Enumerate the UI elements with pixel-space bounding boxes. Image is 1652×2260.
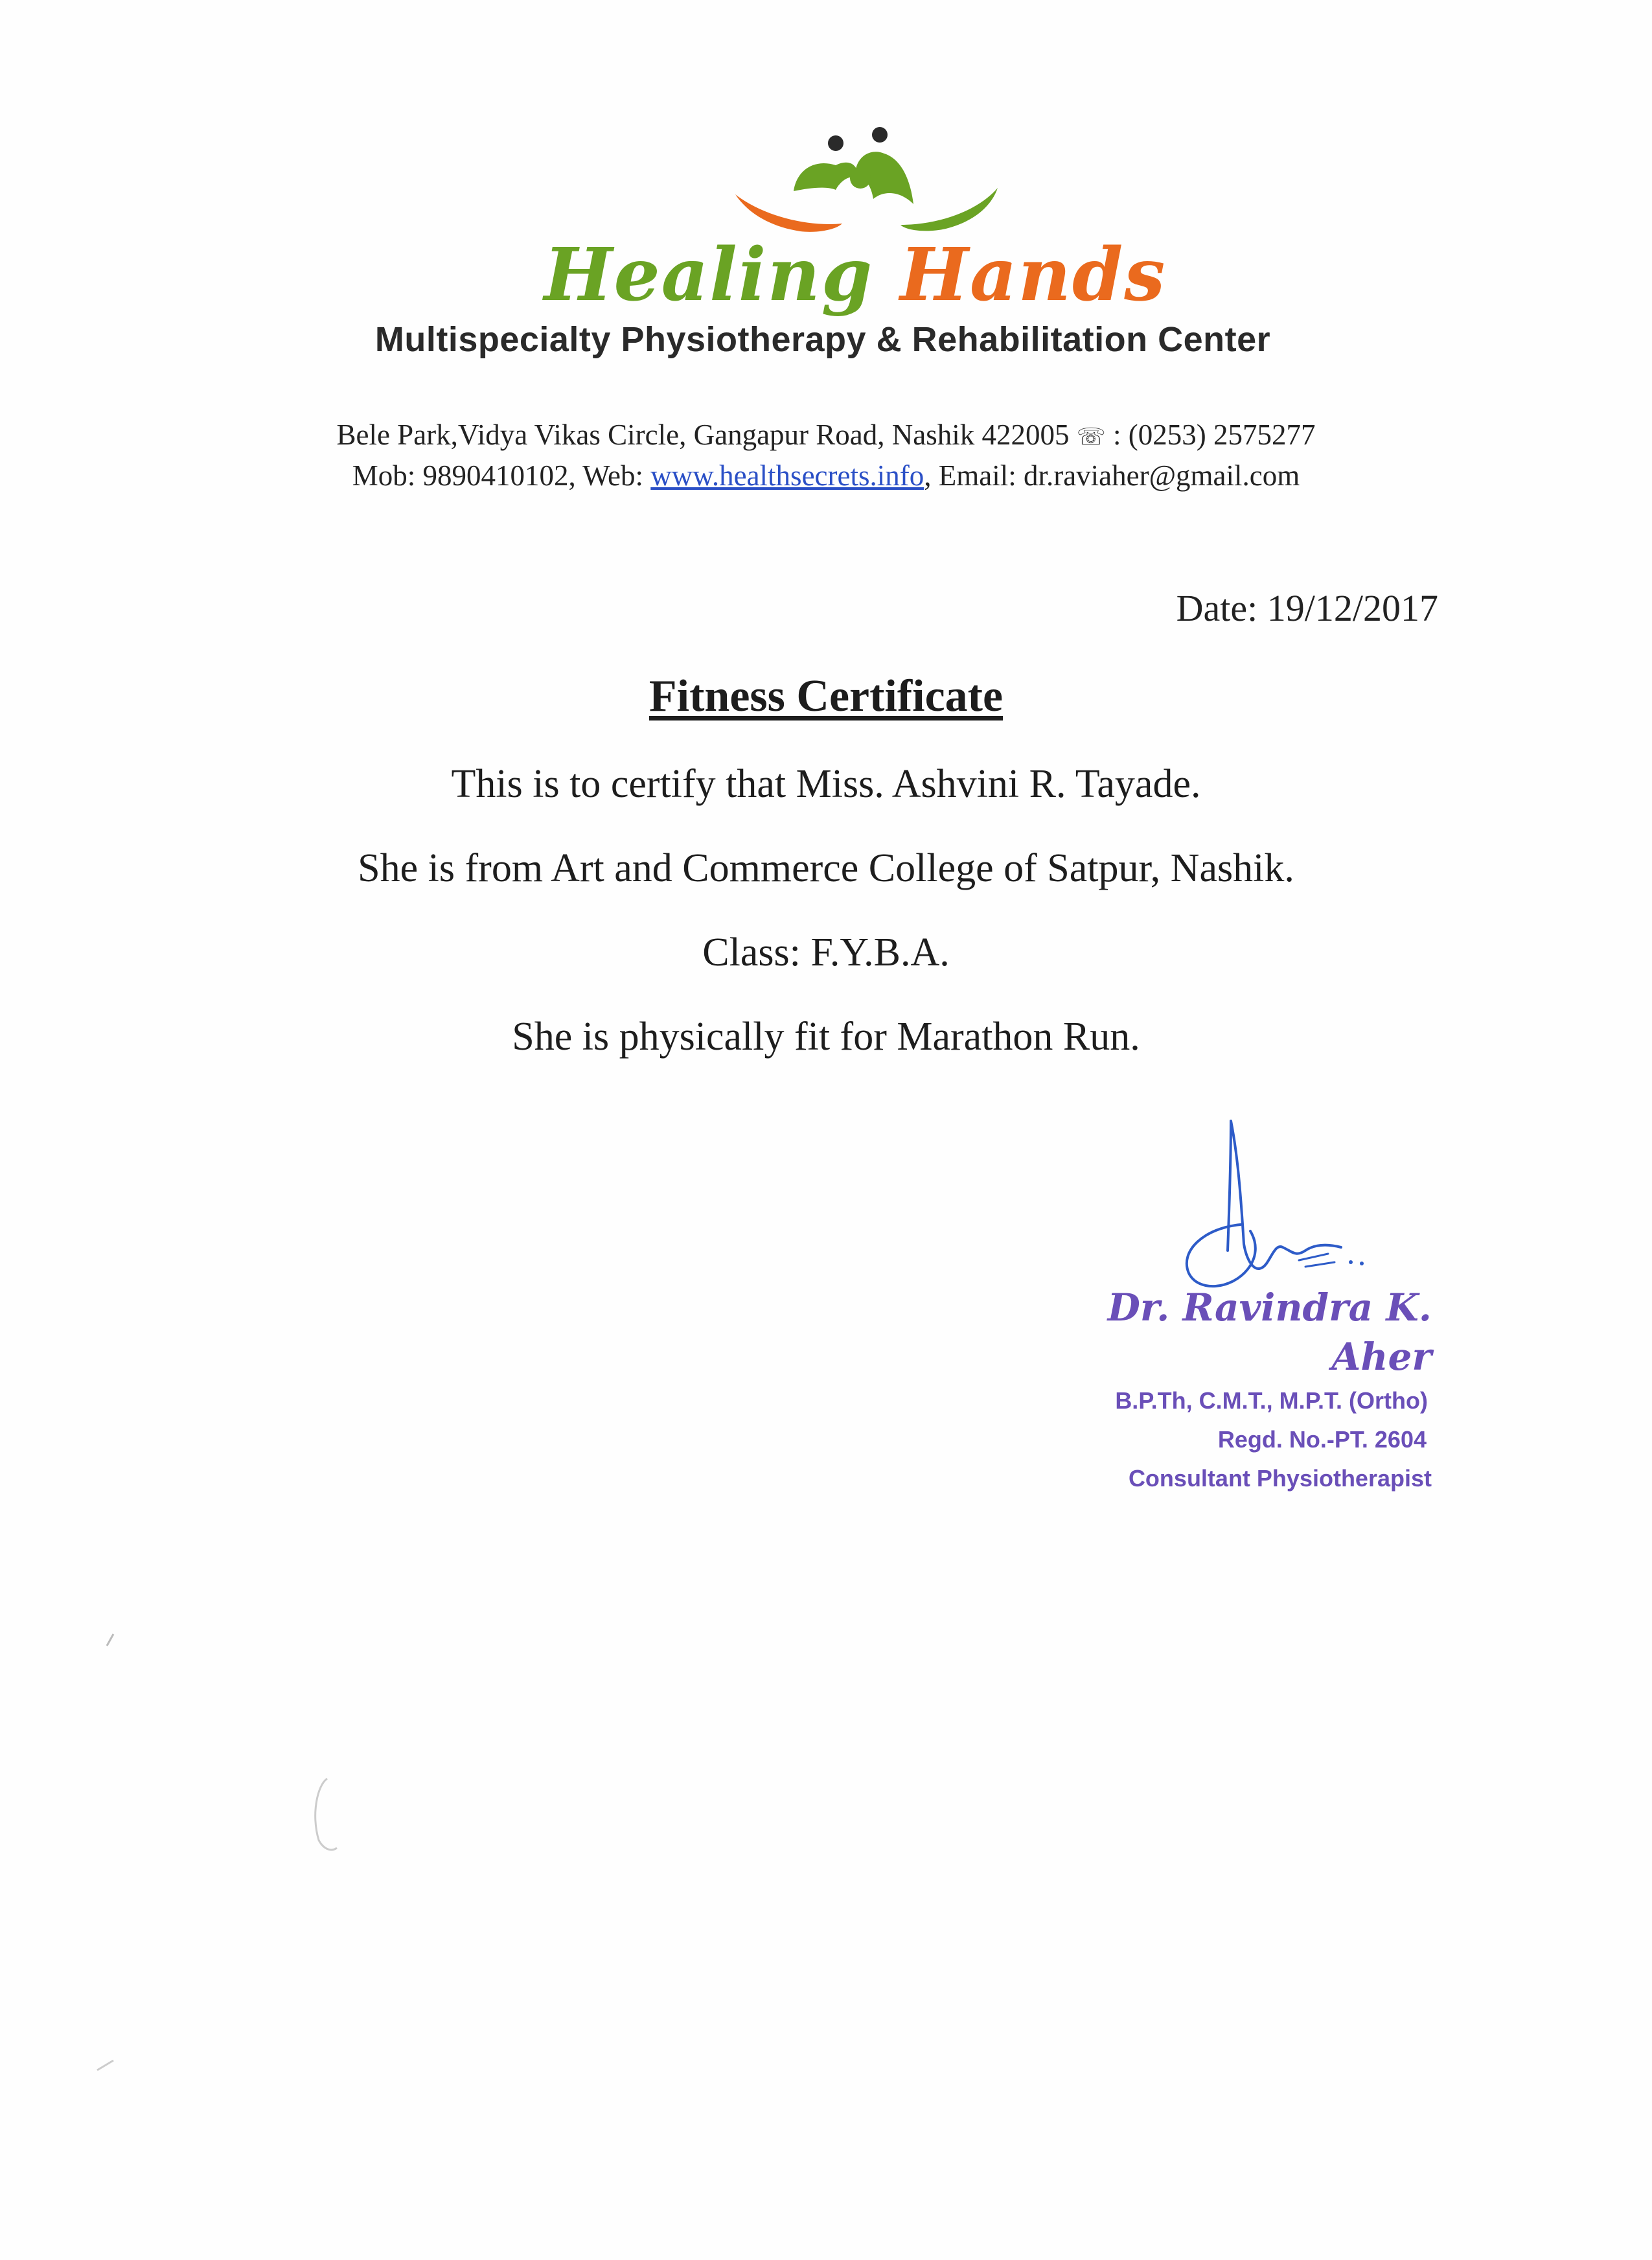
stamp-designation: Consultant Physiotherapist: [1128, 1465, 1432, 1492]
body-line-class: Class: F.Y.B.A.: [702, 930, 950, 974]
center-subtitle: Multispecialty Physiotherapy & Rehabilitation Center: [374, 320, 1271, 359]
body-line-college: She is from Art and Commerce College of Satpur, Nashik.: [358, 846, 1294, 890]
email-text: , Email: dr.raviaher@gmail.com: [924, 459, 1300, 492]
body-line-fitness: She is physically fit for Marathon Run.: [512, 1015, 1140, 1059]
mobile-text: Mob: 9890410102, Web:: [352, 459, 651, 492]
stamp-qualification: B.P.Th, C.M.T., M.P.T. (Ortho): [1115, 1387, 1428, 1414]
phone-number: : (0253) 2575277: [1113, 419, 1316, 451]
address-text: Bele Park,Vidya Vikas Circle, Gangapur Road, Nashik 422005: [336, 419, 1070, 451]
certificate-title: Fitness Certificate: [648, 671, 1004, 721]
website-link[interactable]: www.healthsecrets.info: [650, 459, 924, 492]
body-line-certify: This is to certify that Miss. Ashvini R. Tayade.: [451, 762, 1201, 806]
stamp-registration: Regd. No.-PT. 2604: [1217, 1426, 1427, 1453]
brand-name-part2: Hands: [900, 233, 1167, 317]
brand-name-part1: Healing: [544, 233, 874, 317]
certificate-date: Date: 19/12/2017: [1176, 587, 1438, 629]
telephone-icon: ☏: [1076, 424, 1106, 450]
stamp-doctor-name: Dr. Ravindra K. Aher: [1107, 1286, 1432, 1379]
